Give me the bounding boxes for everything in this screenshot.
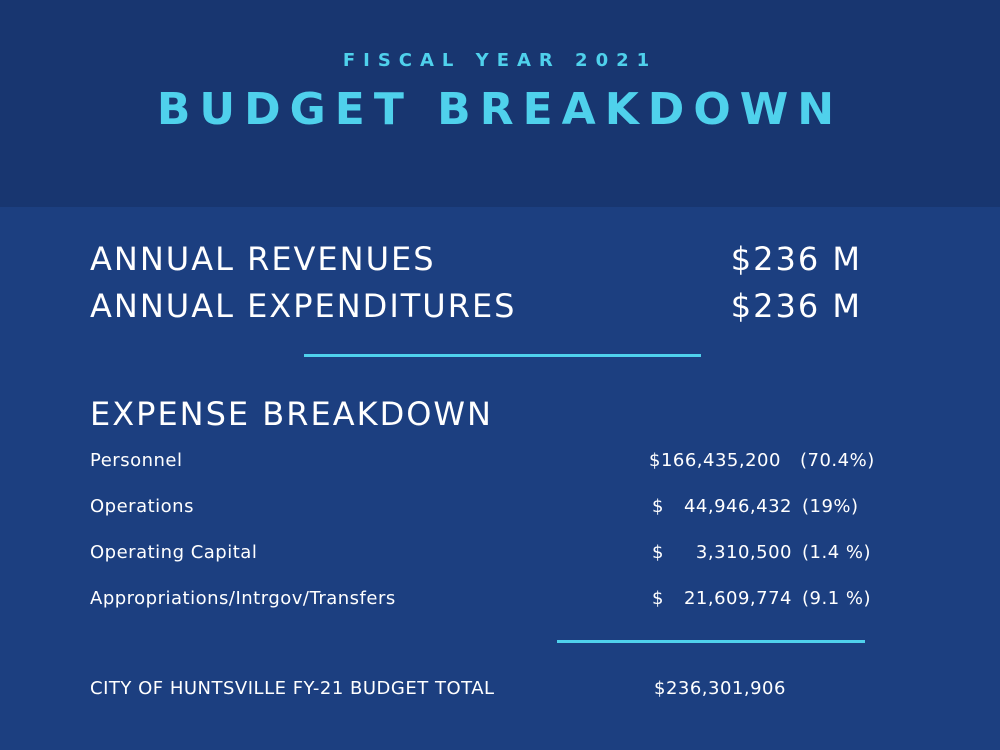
expense-percent: (9.1 %) bbox=[802, 588, 871, 609]
summary-value: $236 M bbox=[730, 240, 862, 278]
summary-row-expenditures bbox=[90, 287, 862, 331]
expense-dollar-sign: $ bbox=[652, 588, 664, 609]
expense-row-operating-capital bbox=[90, 542, 880, 568]
summary-label: ANNUAL REVENUES bbox=[90, 240, 436, 278]
expense-label: Appropriations/Intrgov/Transfers bbox=[90, 588, 396, 609]
expense-row-operations bbox=[90, 496, 880, 522]
expense-row-personnel bbox=[90, 450, 880, 476]
summary-divider bbox=[304, 354, 701, 357]
budget-total-row bbox=[90, 678, 790, 704]
expense-label: Personnel bbox=[90, 450, 183, 471]
summary-value: $236 M bbox=[730, 287, 862, 325]
expense-label: Operations bbox=[90, 496, 194, 517]
total-divider bbox=[557, 640, 865, 643]
expense-label: Operating Capital bbox=[90, 542, 258, 563]
expense-percent: (70.4%) bbox=[800, 450, 875, 471]
summary-row-revenues bbox=[90, 240, 862, 284]
expense-dollar-sign: $ bbox=[652, 496, 664, 517]
summary-label: ANNUAL EXPENDITURES bbox=[90, 287, 517, 325]
expense-percent: (19%) bbox=[802, 496, 859, 517]
page-title: BUDGET BREAKDOWN bbox=[156, 84, 844, 135]
expense-amount: 44,946,432 bbox=[683, 496, 792, 517]
expense-amount: 3,310,500 bbox=[695, 542, 792, 563]
fiscal-year-label: FISCAL YEAR 2021 bbox=[342, 50, 658, 71]
expense-amount: $166,435,200 bbox=[649, 450, 781, 471]
expense-row-appropriations bbox=[90, 588, 880, 614]
total-value: $236,301,906 bbox=[654, 678, 786, 699]
total-label: CITY OF HUNTSVILLE FY-21 BUDGET TOTAL bbox=[90, 678, 495, 699]
expense-breakdown-heading: EXPENSE BREAKDOWN bbox=[90, 395, 493, 433]
expense-dollar-sign: $ bbox=[652, 542, 664, 563]
expense-percent: (1.4 %) bbox=[802, 542, 871, 563]
expense-amount: 21,609,774 bbox=[683, 588, 792, 609]
